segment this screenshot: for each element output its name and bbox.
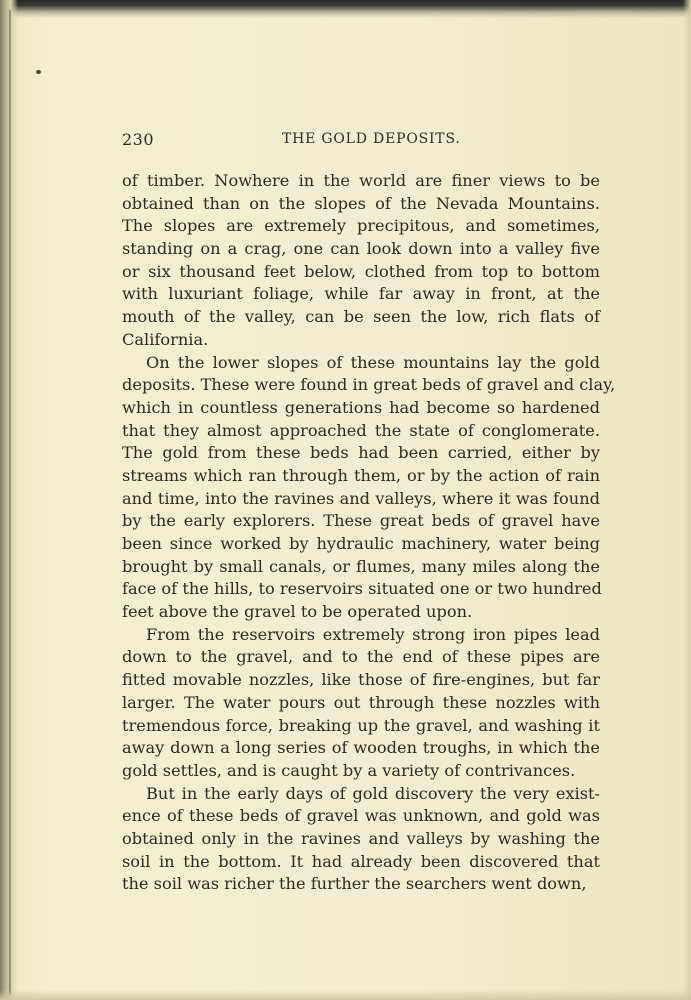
running-head: THE GOLD DEPOSITS. [282,131,461,147]
text-line: or six thousand feet below, clothed from top to bottom [122,261,600,281]
text-line: obtained than on the slopes of the Nevada Mountains. [122,193,600,213]
bottom-page-edge [0,990,691,1000]
text-line: brought by small canals, or flumes, many miles along the [122,556,600,576]
text-line: down to the gravel, and to the end of these pipes are [122,647,600,667]
text-line: The gold from these beds had been carried, either by [122,443,600,463]
binding-line [9,10,11,995]
text-line: soil in the bottom. It had already been discovered that [122,851,600,871]
page-number: 230 [122,130,155,149]
text-line: But in the early days of gold discovery the very exist- [146,783,600,803]
text-line: larger. The water pours out through these nozzles with [122,692,600,712]
text-line: of timber. Nowhere in the world are finer views to be [122,171,600,190]
text-line: mouth of the valley, can be seen the low, rich flats of [122,307,600,327]
body-text [122,170,616,896]
paragraph [122,783,600,896]
text-line: ence of these beds of gravel was unknown, and gold was [122,806,600,826]
text-line: and time, into the ravines and valleys, where it was found [122,488,600,508]
text-line: streams which ran through them, or by the action of rain [122,465,600,485]
text-line: deposits. These were found in great beds of gravel and clay, [122,375,616,395]
top-shadow [0,0,691,18]
text-line: by the early explorers. These great beds of gravel have [122,511,600,531]
text-line: fitted movable nozzles, like those of fire-engines, but far [122,670,600,690]
text-line: the soil was richer the further the searchers went down, [122,874,587,894]
text-line: California. [122,329,209,349]
text-line: which in countless generations had become so hardened [122,397,600,417]
paragraph [122,624,600,783]
text-line: away down a long series of wooden troughs, in which the [122,738,600,758]
text-line: with luxuriant foliage, while far away in front, at the [122,284,600,304]
text-line: The slopes are extremely precipitous, and sometimes, [122,216,600,236]
text-line: tremendous force, breaking up the gravel, and washing it [122,715,600,735]
text-line: been since worked by hydraulic machinery, water being [122,534,600,553]
text-line: obtained only in the ravines and valleys by washing the [122,828,600,848]
paragraph [122,352,616,624]
text-line: standing on a crag, one can look down into a valley five [122,239,600,259]
text-line: On the lower slopes of these mountains lay the gold [146,352,600,372]
text-line: face of the hills, to reservoirs situated one or two hundred [122,579,602,599]
text-line: that they almost approached the state of conglomerate. [122,420,600,440]
right-page-edge [683,0,691,1000]
page-header [122,130,600,154]
paragraph [122,170,600,352]
text-line: From the reservoirs extremely strong iron pipes lead [146,624,600,644]
text-line: feet above the gravel to be operated upon. [122,602,473,622]
text-line: gold settles, and is caught by a variety of contrivances. [122,760,576,780]
ink-speck [36,70,41,74]
